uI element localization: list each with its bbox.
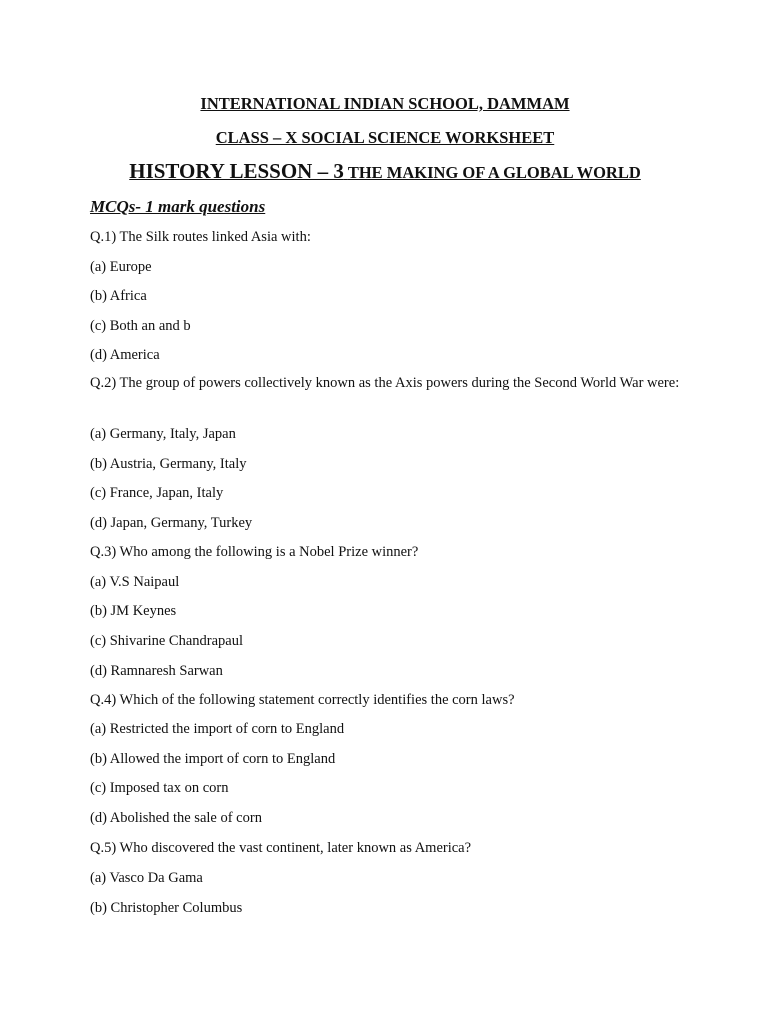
section-title: MCQs- 1 mark questions [90,197,266,216]
option-1d: (d) America [90,347,160,363]
option-2b: (b) Austria, Germany, Italy [90,456,247,472]
school-name: INTERNATIONAL INDIAN SCHOOL, DAMMAM [200,94,570,113]
option-4a: (a) Restricted the import of corn to England [90,721,345,737]
question-4: Q.4) Which of the following statement correctly identifies the corn laws? [90,692,515,708]
option-3d: (d) Ramnaresh Sarwan [90,663,223,679]
question-5: Q.5) Who discovered the vast continent, later known as America? [90,840,472,856]
option-2a: (a) Germany, Italy, Japan [90,426,236,442]
option-1a: (a) Europe [90,259,152,275]
option-3c: (c) Shivarine Chandrapaul [90,633,244,649]
option-5a: (a) Vasco Da Gama [90,870,203,886]
option-2c: (c) France, Japan, Italy [90,485,224,501]
class-heading: CLASS – X SOCIAL SCIENCE WORKSHEET [215,128,555,147]
question-1: Q.1) The Silk routes linked Asia with: [90,229,311,245]
lesson-title: THE MAKING OF A GLOBAL WORLD [347,163,641,182]
option-4d: (d) Abolished the sale of corn [90,810,262,826]
option-4c: (c) Imposed tax on corn [90,780,229,796]
question-3: Q.3) Who among the following is a Nobel Prize winner? [90,544,419,560]
option-4b: (b) Allowed the import of corn to England [90,751,336,767]
lesson-heading [0,161,770,182]
option-2d: (d) Japan, Germany, Turkey [90,515,253,531]
option-3a: (a) V.S Naipaul [90,574,180,590]
option-1b: (b) Africa [90,288,147,304]
option-5b: (b) Christopher Columbus [90,900,243,916]
lesson-prefix: HISTORY LESSON – 3 [129,159,344,183]
option-1c: (c) Both an and b [90,318,191,334]
option-3b: (b) JM Keynes [90,603,177,619]
question-2: Q.2) The group of powers collectively known as the Axis powers during the Second World War were: [90,375,680,391]
